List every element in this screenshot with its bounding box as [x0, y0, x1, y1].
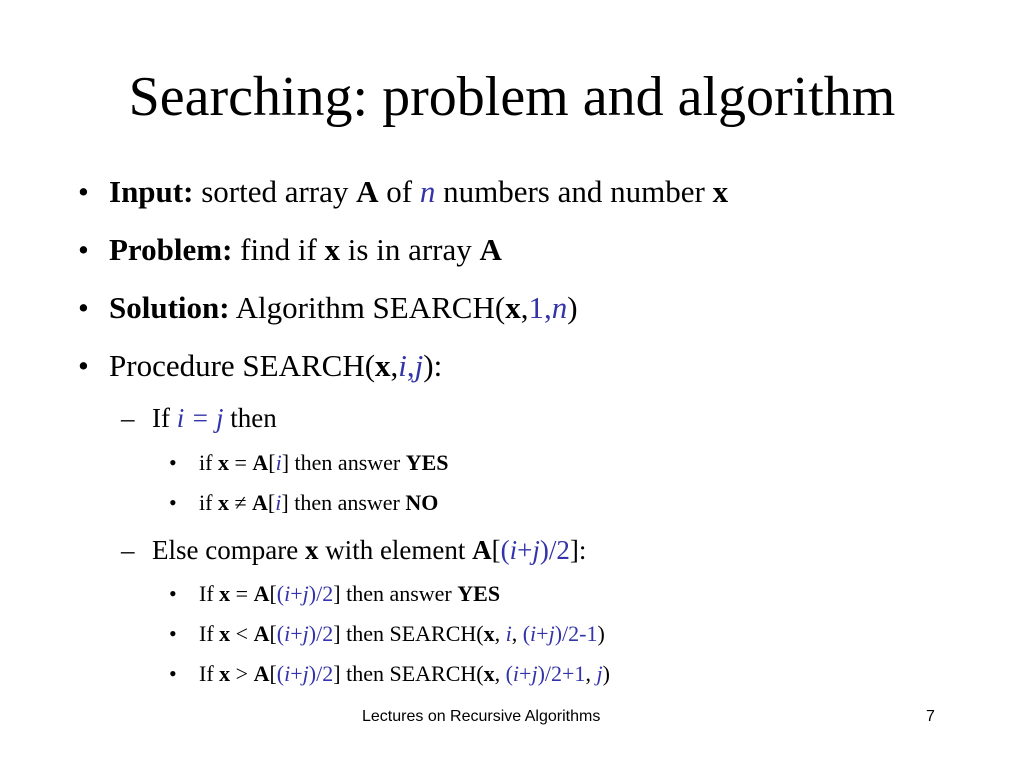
text: ,: [543, 290, 552, 325]
bullet: •: [78, 290, 89, 325]
text: (: [500, 535, 510, 565]
sub-case-less: [199, 620, 605, 648]
text: ≠: [228, 490, 253, 515]
var-A: A: [252, 490, 268, 515]
text: =: [228, 450, 253, 475]
var-i: i: [284, 581, 291, 606]
text: =: [230, 581, 254, 606]
sub-case-greater: [199, 660, 610, 688]
bullet: •: [78, 174, 89, 209]
text: of: [378, 174, 420, 209]
text: [: [267, 490, 276, 515]
sub-case-equal: [199, 580, 500, 608]
var-x: x: [219, 661, 231, 686]
text: ,: [406, 348, 415, 383]
var-x: x: [483, 621, 495, 646]
text: )/2: [308, 621, 334, 646]
text: )/2-1: [554, 621, 598, 646]
text: ): [602, 661, 610, 686]
bullet-problem: [109, 230, 502, 270]
condition: i = j: [176, 403, 224, 433]
var-i: i: [398, 348, 407, 383]
text: ,: [494, 661, 506, 686]
bullet: •: [78, 348, 89, 383]
text: )/2: [308, 581, 334, 606]
text: +: [290, 621, 303, 646]
text: with element: [318, 535, 473, 565]
footer-course: Lectures on Recursive Algorithms: [362, 708, 601, 725]
text: If: [199, 621, 220, 646]
text: +: [517, 535, 533, 565]
text: find if: [232, 232, 325, 267]
var-A: A: [479, 232, 502, 267]
var-A: A: [472, 535, 492, 565]
text: if: [199, 490, 218, 515]
var-A: A: [253, 661, 270, 686]
var-x: x: [304, 535, 319, 565]
text: )/2: [308, 661, 334, 686]
dash: –: [121, 535, 135, 565]
text: +: [290, 661, 303, 686]
var-A: A: [356, 174, 379, 209]
text: then answer: [340, 581, 458, 606]
var-i: i: [275, 490, 282, 515]
var-j: j: [596, 661, 603, 686]
var-A: A: [252, 450, 269, 475]
text: ]: [333, 661, 341, 686]
text: if: [199, 450, 218, 475]
var-i: i: [512, 661, 520, 686]
text: then: [223, 403, 277, 433]
dash: –: [121, 403, 135, 433]
text: ):: [423, 348, 443, 383]
text: [: [268, 450, 276, 475]
text: then answer: [288, 490, 406, 515]
text: >: [230, 661, 254, 686]
text: (: [505, 661, 513, 686]
text: ]:: [569, 535, 587, 565]
text: <: [230, 621, 254, 646]
sub-yes: [199, 449, 449, 477]
text: Else compare: [152, 535, 305, 565]
bullet-input: [109, 172, 728, 212]
text: sorted array: [193, 174, 357, 209]
var-j: j: [548, 621, 555, 646]
text: +: [519, 661, 532, 686]
text: )/2: [539, 535, 570, 565]
text: Algorithm SEARCH(: [229, 290, 506, 325]
var-x: x: [324, 232, 341, 267]
var-j: j: [302, 661, 309, 686]
var-j: j: [414, 348, 424, 383]
text: ,: [511, 621, 523, 646]
var-i: i: [509, 535, 518, 565]
text: )/2+1: [537, 661, 586, 686]
var-i: i: [505, 621, 512, 646]
var-i: i: [284, 621, 291, 646]
text: ,: [520, 290, 529, 325]
bullet: •: [169, 450, 177, 475]
var-x: x: [217, 450, 229, 475]
bullet: •: [169, 621, 177, 646]
var-i: i: [275, 450, 282, 475]
text: (: [276, 621, 285, 646]
var-j: j: [532, 535, 540, 565]
text: If: [199, 581, 220, 606]
bullet: •: [78, 232, 89, 267]
text: +: [536, 621, 549, 646]
bullet-procedure: [109, 346, 442, 386]
text: ]: [333, 581, 341, 606]
text: ): [597, 621, 605, 646]
var-j: j: [302, 581, 309, 606]
text: [: [269, 661, 277, 686]
label-problem: Problem:: [109, 232, 233, 267]
text: ]: [281, 450, 290, 475]
var-x: x: [217, 490, 229, 515]
text: (: [276, 661, 285, 686]
var-x: x: [712, 174, 729, 209]
text: (: [276, 581, 285, 606]
var-n: n: [419, 174, 436, 209]
slide-title: Searching: problem and algorithm: [128, 66, 896, 128]
var-A: A: [253, 581, 270, 606]
var-x: x: [375, 348, 391, 383]
text: [: [269, 621, 277, 646]
var-i: i: [284, 661, 291, 686]
answer: NO: [405, 490, 439, 515]
text: [: [269, 581, 277, 606]
var-j: j: [531, 661, 538, 686]
text: [: [491, 535, 501, 565]
var-x: x: [219, 621, 231, 646]
page-number: 7: [926, 708, 935, 725]
text: +: [290, 581, 303, 606]
text: ]: [281, 490, 289, 515]
sub-no: [199, 489, 438, 517]
text: ,: [494, 621, 506, 646]
text: (: [522, 621, 531, 646]
sub-if-equal: [152, 401, 277, 435]
bullet-solution: [109, 288, 578, 328]
var-n: n: [551, 290, 568, 325]
var-x: x: [483, 661, 495, 686]
var-A: A: [253, 621, 270, 646]
text: If: [152, 403, 177, 433]
value-1: 1: [528, 290, 544, 325]
var-x: x: [219, 581, 231, 606]
answer: YES: [457, 581, 501, 606]
text: is in array: [340, 232, 480, 267]
text: ): [567, 290, 578, 325]
bullet: •: [169, 581, 177, 606]
text: If: [199, 661, 220, 686]
label-solution: Solution:: [109, 290, 230, 325]
answer: YES: [405, 450, 449, 475]
var-i: i: [530, 621, 537, 646]
var-j: j: [302, 621, 309, 646]
text: ,: [390, 348, 399, 383]
text: then answer: [289, 450, 406, 475]
sub-else: [152, 533, 586, 567]
label-input: Input:: [109, 174, 194, 209]
text: then SEARCH(: [340, 621, 484, 646]
var-x: x: [505, 290, 521, 325]
text: Procedure SEARCH(: [109, 348, 376, 383]
text: ,: [585, 661, 597, 686]
bullet: •: [169, 490, 177, 515]
text: ]: [333, 621, 341, 646]
text: then SEARCH(: [340, 661, 484, 686]
text: numbers and number: [435, 174, 713, 209]
bullet: •: [169, 661, 177, 686]
